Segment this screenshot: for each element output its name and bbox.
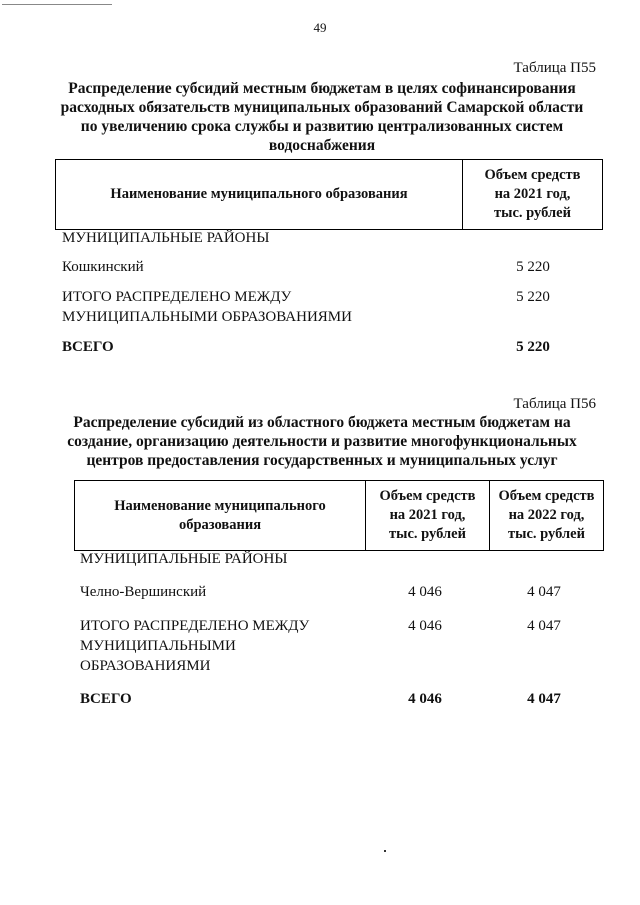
- table2-title-line: центров предоставления государственных и муниципальных услуг: [86, 452, 558, 469]
- table2-header-vol2021: Объем средств на 2021 год, тыс. рублей: [366, 481, 490, 551]
- table2-row-value-2022: 4 047: [527, 584, 561, 600]
- table1-subtotal-name: ИТОГО РАСПРЕДЕЛЕНО МЕЖДУ МУНИЦИПАЛЬНЫМИ ОБРАЗОВАНИЯМИ: [62, 289, 352, 325]
- table1-subtotal-value: 5 220: [516, 289, 550, 305]
- table1-section: МУНИЦИПАЛЬНЫЕ РАЙОНЫ: [62, 230, 270, 246]
- table1-header-vol2021: Объем средств на 2021 год, тыс. рублей: [463, 160, 603, 230]
- table2-title-line: Распределение субсидий из областного бюджета местным бюджетам на: [73, 414, 571, 431]
- table2-header-name: Наименование муниципального образования: [75, 481, 366, 551]
- table2-label: Таблица П56: [513, 396, 596, 412]
- table1-total-name: ВСЕГО: [62, 339, 114, 355]
- table2-total-value-2022: 4 047: [527, 691, 561, 707]
- table2-row-value-2021: 4 046: [408, 584, 442, 600]
- table2-total-name: ВСЕГО: [80, 691, 132, 707]
- table1-title-line: Распределение субсидий местным бюджетам в целях софинансирования: [68, 80, 576, 97]
- table2-title: [40, 413, 604, 470]
- table1-title-line: водоснабжения: [268, 137, 376, 154]
- table2-row-name: Челно-Вершинский: [80, 584, 207, 600]
- table1-title: [40, 79, 604, 155]
- table1-title-line: по увеличению срока службы и развитию централизованных систем: [80, 118, 564, 135]
- table1-total-value: 5 220: [516, 339, 550, 355]
- scan-mark: [2, 4, 112, 5]
- table2-header-vol2022: Объем средств на 2022 год, тыс. рублей: [490, 481, 604, 551]
- page-number: 49: [313, 20, 327, 35]
- table2-subtotal-value-2021: 4 046: [408, 618, 442, 634]
- scan-dot: [384, 850, 386, 852]
- table2-subtotal-name: ИТОГО РАСПРЕДЕЛЕНО МЕЖДУ МУНИЦИПАЛЬНЫМИ ОБРАЗОВАНИЯМИ: [80, 618, 310, 674]
- table1-header-name: Наименование муниципального образования: [56, 160, 463, 230]
- table1-title-line: расходных обязательств муниципальных образований Самарской области: [60, 99, 584, 116]
- table2-subtotal-value-2022: 4 047: [527, 618, 561, 634]
- table2-section: МУНИЦИПАЛЬНЫЕ РАЙОНЫ: [80, 551, 288, 567]
- table1-row-value: 5 220: [516, 259, 550, 275]
- table2-total-value-2021: 4 046: [408, 691, 442, 707]
- table1-header: [55, 159, 603, 230]
- table2-title-line: создание, организацию деятельности и развитие многофункциональных: [67, 433, 577, 450]
- table1-row-name: Кошкинский: [62, 259, 144, 275]
- table2-header: [74, 480, 604, 551]
- table1-label: Таблица П55: [513, 60, 596, 76]
